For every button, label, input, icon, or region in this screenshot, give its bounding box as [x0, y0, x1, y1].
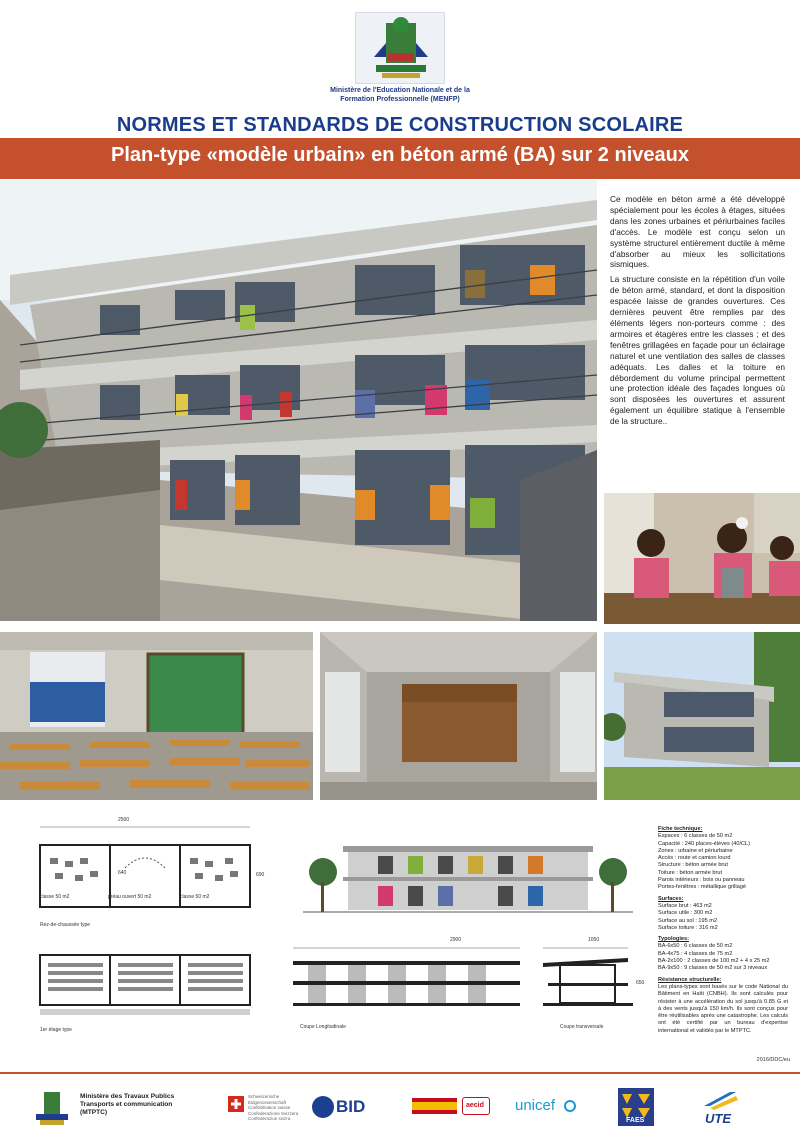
typology-row: BA-6x50 : 6 classes de 50 m2 — [658, 943, 733, 950]
ute-logo-mark — [700, 1088, 740, 1110]
haiti-coat-of-arms-logo — [355, 12, 445, 84]
cross-section-label: Coupe transversale — [560, 1024, 604, 1030]
tech-row: Zones : urbaine et périurbaine — [658, 847, 733, 854]
technical-sheet — [658, 826, 788, 1035]
dim-section-width: 2900 — [450, 937, 462, 943]
facade-elevation — [298, 832, 638, 927]
mtptc-line-1: Ministère des Travaux Publics — [80, 1093, 175, 1100]
classroom-interior-photo — [0, 632, 313, 800]
unicef-logo-text: unicef — [515, 1097, 556, 1114]
tech-row: Capacité : 240 places-élèves (40/CL) — [658, 840, 751, 847]
typology-row: BA-9x50 : 9 classes de 50 m2 sur 3 niveaux — [658, 965, 768, 972]
typology-row: BA-4x75 : 4 classes de 75 m2 — [658, 950, 733, 957]
tech-sheet-title: Fiche technique: — [658, 826, 703, 832]
aecid-logo-text: aecid — [466, 1102, 484, 1109]
dim-cross-width: 1050 — [588, 937, 600, 943]
room-label-1: classe 50 m2 — [40, 894, 70, 900]
tech-row: Parois intérieurs : bois ou panneau — [658, 877, 745, 884]
ministry-line-1: Ministère de l'Education Nationale et de la — [330, 87, 470, 94]
surface-row: Surface au sol : 195 m2 — [658, 917, 718, 924]
first-floor-plan — [30, 945, 260, 1020]
swiss-line-3: Confederazione Svizzera — [248, 1110, 299, 1116]
ground-floor-label: Rez-de-chaussée type — [40, 922, 91, 928]
tech-row: Accès : route et camion lourd — [658, 855, 731, 862]
surface-row: Surface brut : 463 m2 — [658, 902, 712, 909]
room-label-3: classe 50 m2 — [180, 894, 210, 900]
description-paragraph-1: Ce modèle en béton armé a été développé spécialement pour les écoles à étages, situées dans les zones urbaines et périurbaines faciles d'accès. Le modèle est conçu selon un système structurel entièrement ductile à même d'absorber au mieux les sollicitations sismiques. — [610, 194, 785, 270]
bid-logo-mark — [312, 1096, 334, 1118]
ute-logo-text: UTE — [705, 1111, 731, 1126]
mtptc-line-3: (MTPTC) — [80, 1109, 108, 1116]
resistance-title: Résistance structurelle: — [658, 976, 722, 983]
resistance-text: Les plans-types sont basés sur le code National du Bâtiment en Haïti (CNBH). Ils sont calculés pour résister à une accélération du sol jusqu'à 0.85 G et à des vents jusqu'à 150 km/h. Ils sont conçus pour être réutilisables après une catastrophe. Les calculs ont été certifié par un bureau d'expertise international et validés par le MTPTC. — [658, 983, 788, 1034]
swiss-line-2: Confédération suisse — [248, 1105, 291, 1110]
dim-section-height: 650 — [636, 980, 645, 986]
room-label-2: préau ouvert 50 m2 — [108, 894, 152, 900]
tech-row: Portes-fenêtres : métallique grillagé — [658, 884, 746, 891]
dim-plan-width: 2500 — [118, 817, 130, 823]
swiss-line-4: Confederaziun svizra — [248, 1116, 291, 1121]
aecid-logo — [462, 1097, 490, 1115]
open-hall-photo — [320, 632, 597, 800]
document-reference: 2016/DDC/eu — [756, 1057, 790, 1063]
swiss-line-1: Schweizerische Eidgenossenschaft — [248, 1094, 287, 1105]
tech-row: Structure : béton armée brut — [658, 862, 728, 869]
surface-row: Surface toiture : 316 m2 — [658, 924, 718, 931]
footer-divider — [0, 1072, 800, 1074]
page-subtitle: Plan-type «modèle urbain» en béton armé (BA) sur 2 niveaux — [111, 144, 689, 166]
dim-plan-depth: 690 — [256, 872, 265, 878]
swiss-confederation-text — [248, 1094, 318, 1122]
mtptc-name — [80, 1093, 190, 1117]
tech-row: Espaces : 6 classes de 50 m2 — [658, 833, 733, 840]
building-exterior-photo — [0, 180, 597, 621]
haiti-coat-of-arms-small-logo — [28, 1088, 76, 1128]
tech-row: Toiture : béton armée brut — [658, 869, 723, 876]
dim-room: 640 — [118, 870, 127, 876]
first-floor-label: 1er étage type — [40, 1027, 72, 1033]
typology-row: BA-2x100 : 2 classes de 100 m2 + 4 x 25 m2 — [658, 958, 770, 965]
building-side-photo — [604, 632, 800, 800]
project-description — [610, 194, 785, 431]
description-paragraph-2: La structure consiste en la répétition d'un voile de béton armé, standard, et dont la disposition espacée laisse de grandes ouvertures. Ces dernières peuvent être remplies par des éléments légers non-porteurs comme : des armoires et étagères entre les classes ; et des fenêtres grillagées en façade pour un éclairage naturel et une ventilation des salles de classes adéquats. Les dalles et la toiture en débordement du volume principal permettent une protection idéale des façades longues où sont disposées les ouvertures et assurent également un équilibre statique à l'ensemble de la structure.. — [610, 274, 785, 427]
long-section-label: Coupe Longitudinale — [300, 1024, 346, 1030]
surfaces-title: Surfaces: — [658, 895, 684, 902]
page-title: NORMES ET STANDARDS DE CONSTRUCTION SCOLAIRE — [116, 114, 684, 136]
mtptc-line-2: Transports et communication — [80, 1101, 173, 1108]
ground-floor-plan — [30, 823, 260, 933]
bid-logo-text: BID — [336, 1097, 366, 1116]
faes-logo — [618, 1088, 654, 1126]
swiss-flag-logo — [228, 1096, 244, 1112]
ministry-line-2: Formation Professionnelle (MENFP) — [340, 96, 460, 103]
ministry-name — [260, 86, 540, 104]
unicef-globe-icon — [564, 1100, 576, 1112]
students-classroom-photo — [604, 493, 800, 624]
spain-flag-logo — [412, 1098, 457, 1114]
faes-logo-text: FAES — [626, 1117, 645, 1124]
typologies-title: Typologies: — [658, 936, 689, 943]
surface-row: Surface utile : 300 m2 — [658, 910, 713, 917]
sections-drawing — [288, 943, 648, 1023]
